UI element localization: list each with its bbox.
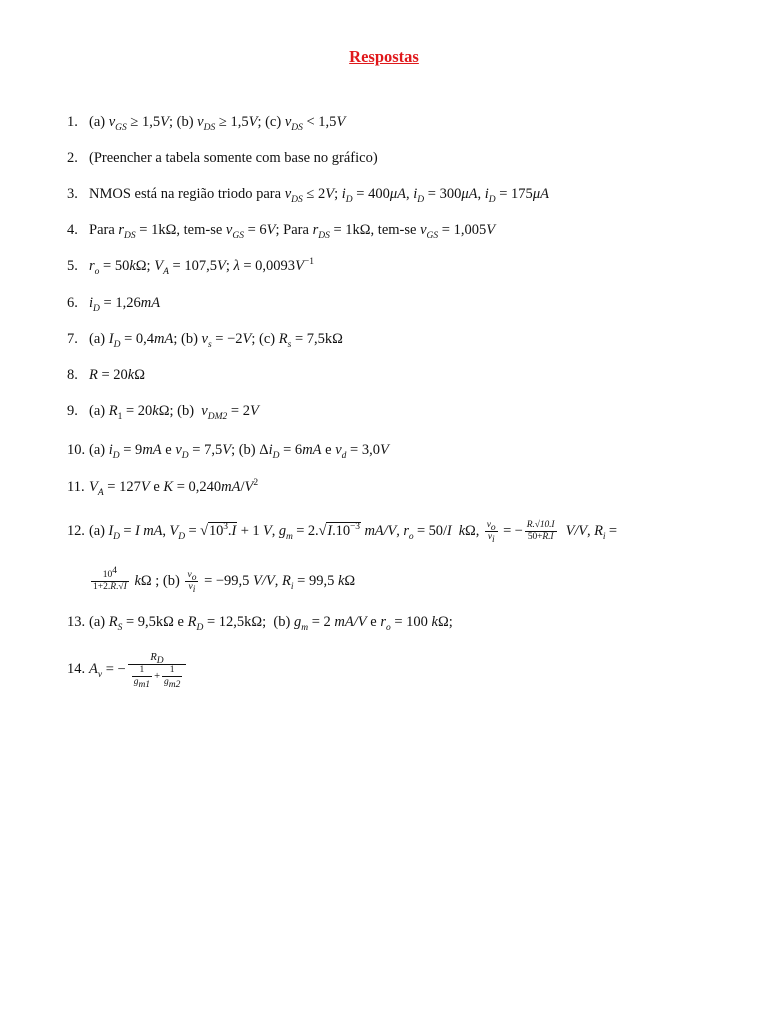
answer-4: 4. Para $r_{DS} = 1k\Omega$, tem-se $v_{GS} = 6V$; Para $r_{DS} = 1k\Omega$, tem-se $v_{GS} = 1,005V$ (67, 222, 496, 241)
answer-2: 2. (Preencher a tabela somente com base no gráfico) (67, 150, 378, 166)
item-number: 13. (67, 614, 86, 630)
answer-11: 11. $V_A = 127V$ e $K = 0,240mA/V^2$ (67, 478, 259, 498)
item-number: 14. (67, 661, 86, 678)
page-title: Respostas (349, 47, 419, 66)
item-number: 6. (67, 295, 78, 311)
item-number: 9. (67, 403, 78, 419)
answer-7: 7. (a) $I_D = 0,4mA$; (b) $v_s = -2V$; (c) $R_s = 7,5k\Omega$ (67, 331, 343, 350)
item-number: 3. (67, 186, 78, 202)
answer-3: 3. NMOS está na região triodo para $v_{DS} \le 2V$; $i_D = 400\mu A$, $i_D = 300\mu A$, $i_D = 175\mu A$ (67, 186, 549, 205)
item-number: 11. (67, 479, 85, 495)
item-number: 2. (67, 150, 78, 166)
item-number: 7. (67, 331, 78, 347)
answer-13: 13. (a) $R_S = 9,5k\Omega$ e $R_D = 12,5k\Omega$; (b) $g_m = 2$ mA/V e $r_o = 100$ kΩ; (67, 614, 453, 633)
answer-1: 1. (a) $v_{GS} \ge 1,5V$; (b) $v_{DS} \ge 1,5V$; (c) $v_{DS} < 1,5V$ (67, 114, 346, 133)
item-number: 12. (67, 522, 85, 539)
answer-8: 8. R = 20kΩ (67, 367, 146, 383)
item-number: 4. (67, 222, 78, 238)
item-number: 1. (67, 114, 78, 130)
answer-5: 5. $r_o = 50k\Omega$; $V_A = 107,5V$; $\lambda = 0,0093V^{-1}$ (67, 257, 315, 277)
answer-14: 14. $A_v$ = − $R_D$ $\frac{1}{g_{m1}}$ + $\frac{1}{g_{m2}}$ (67, 652, 727, 688)
answer-12: 12. (a) $I_D = I$ mA, $V_D = √10^3.I + 1$ V, $g_m = 2.√I.10^{-3}$ mA/V, $r_o = 50/I$ kΩ, $\frac{v_o}{v_i}$ = − $\frac{R.√10.I}{50+R.I}$ V/V, $R_i$ = (67, 520, 617, 545)
answer-6: 6. $i_D = 1,26mA$ (67, 295, 161, 314)
answer-10: 10. (a) $i_D = 9mA$ e $v_D = 7,5V$; (b) $\Delta i_D = 6mA$ e $v_d = 3,0V$ (67, 442, 389, 461)
answer-12-continued: $\frac{10^4}{1+2.R.√I}$ kΩ ; (b) $\frac{v_o}{v_i}$ = −99,5 V/V, $R_i = 99,5$ kΩ (93, 565, 356, 595)
item-number: 5. (67, 258, 78, 274)
answer-9: 9. (a) $R_1 = 20k\Omega$; (b) $v_{DM2} = 2V$ (67, 403, 259, 422)
item-number: 8. (67, 367, 78, 383)
item-number: 10. (67, 442, 86, 458)
